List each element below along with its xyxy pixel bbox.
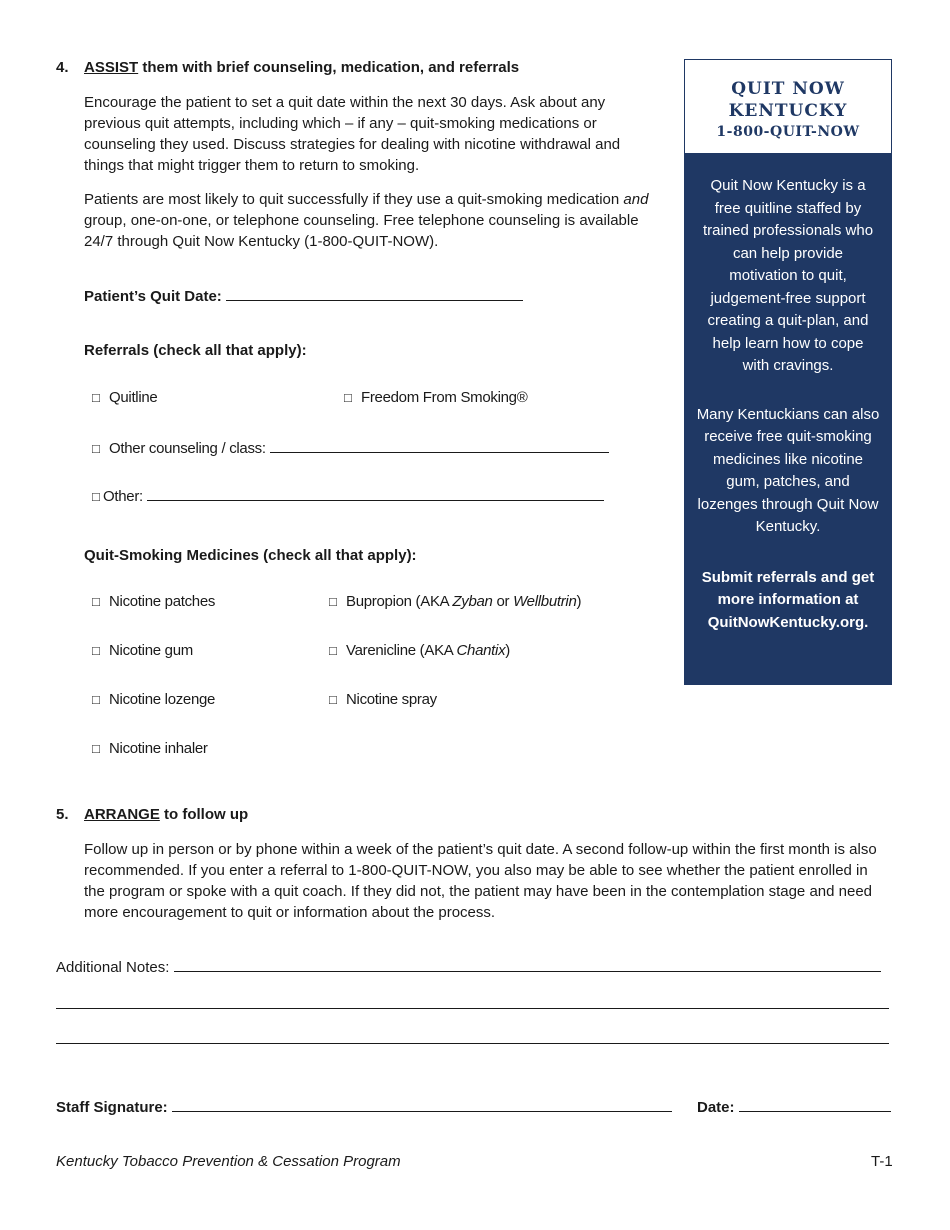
- staff-signature-field[interactable]: [172, 1097, 672, 1112]
- referral-other[interactable]: [92, 486, 604, 505]
- medicine-lozenge-label: Nicotine lozenge: [109, 691, 216, 708]
- medicine-spray[interactable]: [329, 691, 437, 708]
- medicine-patches[interactable]: [92, 593, 215, 610]
- date-row: [697, 1097, 891, 1118]
- section-4-paragraph-1: Encourage the patient to set a quit date within the next 30 days. Ask about any previous quit attempts, including which – if any – quit-smoking medications or counseling they used. Discuss strategies for dealing with nicotine withdrawal and things that might trigger them to return to smoking.: [84, 94, 621, 174]
- additional-notes-line-1[interactable]: [174, 957, 881, 972]
- additional-notes-line-2[interactable]: [56, 1008, 889, 1009]
- medicine-spray-label: Nicotine spray: [346, 691, 437, 708]
- referral-other-label: Other:: [103, 488, 143, 505]
- date-label: Date:: [697, 1099, 735, 1116]
- section-5-heading: [84, 804, 248, 825]
- sidebar-paragraph-2: Many Kentuckians can also receive free quit-smoking medicines like nicotine gum, patches, and lozenges through Quit Now Kentucky.: [696, 405, 880, 535]
- section-4-keyword: ASSIST: [84, 59, 139, 76]
- checkbox-icon[interactable]: □: [344, 390, 352, 405]
- section-5-heading-text: to follow up: [159, 806, 249, 823]
- section-4-paragraph-2: [84, 189, 664, 252]
- medicine-gum-label: Nicotine gum: [109, 642, 193, 659]
- additional-notes-label: Additional Notes:: [56, 959, 170, 976]
- additional-notes-row: [56, 957, 881, 978]
- section-4-heading-text: them with brief counseling, medication, and referrals: [138, 59, 520, 76]
- other-counseling-field[interactable]: [270, 438, 609, 453]
- section-5-keyword: ARRANGE: [84, 806, 160, 823]
- section-4-number: 4.: [56, 59, 69, 76]
- section-4-heading: [84, 57, 519, 78]
- bupropion-close: ): [576, 593, 582, 610]
- checkbox-icon[interactable]: □: [92, 741, 100, 756]
- quit-now-kentucky-sidebar: [684, 59, 892, 685]
- medicine-bupropion[interactable]: [329, 593, 581, 610]
- sidebar-header: [685, 60, 891, 153]
- checkbox-icon[interactable]: □: [92, 594, 100, 609]
- quit-date-field[interactable]: [226, 286, 523, 301]
- sidebar-title-line-2: KENTUCKY: [728, 101, 848, 121]
- other-referral-field[interactable]: [147, 486, 604, 501]
- checkbox-icon[interactable]: □: [92, 643, 100, 658]
- varenicline-chantix: Chantix: [456, 642, 506, 659]
- referral-quitline-label: Quitline: [109, 389, 158, 406]
- medicine-inhaler-label: Nicotine inhaler: [109, 740, 208, 757]
- medicine-gum[interactable]: [92, 642, 193, 659]
- medicine-inhaler[interactable]: [92, 740, 208, 757]
- medicine-varenicline[interactable]: [329, 642, 510, 659]
- referral-other-counseling-label: Other counseling / class:: [109, 440, 266, 457]
- checkbox-icon[interactable]: □: [92, 390, 100, 405]
- checkbox-icon[interactable]: □: [329, 594, 337, 609]
- sidebar-paragraph-3: Submit referrals and get more information at QuitNowKentucky.org.: [701, 568, 875, 631]
- medicine-lozenge[interactable]: [92, 691, 215, 708]
- referral-freedom-label: Freedom From Smoking®: [361, 389, 528, 406]
- para2-text-b: group, one-on-one, or telephone counseling. Free telephone counseling is available 24/7 through Quit Now Kentucky (1-800-QUIT-NOW).: [84, 212, 639, 250]
- bupropion-label: Bupropion (AKA: [346, 593, 453, 610]
- checkbox-icon[interactable]: □: [92, 441, 100, 456]
- checkbox-icon[interactable]: □: [329, 692, 337, 707]
- quit-date-label: Patient’s Quit Date:: [84, 288, 222, 305]
- footer-program: Kentucky Tobacco Prevention & Cessation Program: [56, 1153, 401, 1170]
- medicines-heading: Quit-Smoking Medicines (check all that apply):: [84, 547, 417, 564]
- date-field[interactable]: [739, 1097, 891, 1112]
- varenicline-label: Varenicline (AKA: [346, 642, 457, 659]
- checkbox-icon[interactable]: □: [92, 692, 100, 707]
- para2-text-a: Patients are most likely to quit successfully if they use a quit-smoking medication: [84, 191, 624, 208]
- sidebar-paragraph-1: Quit Now Kentucky is a free quitline staffed by trained professionals who can help provide motivation to quit, judgement-free support creating a quit-plan, and help learn how to cope with cravings.: [702, 177, 874, 374]
- quit-date-row: [84, 286, 523, 307]
- checkbox-icon[interactable]: □: [92, 489, 100, 504]
- section-5-paragraph: Follow up in person or by phone within a week of the patient’s quit date. A second follow-up within the first month is also recommended. If you enter a referral to 1-800-QUIT-NOW, you also may be able to see whether the patient enrolled in the program or spoke with a quit coach. If they did not, the patient may have been in the contemplation stage and need more encouragement to quit or information about the process.: [84, 841, 877, 921]
- para2-emphasis: and: [623, 191, 649, 208]
- checkbox-icon[interactable]: □: [329, 643, 337, 658]
- bupropion-zyban: Zyban: [452, 593, 493, 610]
- varenicline-close: ): [505, 642, 510, 659]
- medicine-patches-label: Nicotine patches: [109, 593, 216, 610]
- bupropion-wellbutrin: Wellbutrin: [513, 593, 577, 610]
- staff-signature-row: [56, 1097, 672, 1118]
- additional-notes-line-3[interactable]: [56, 1043, 889, 1044]
- section-5-number: 5.: [56, 806, 69, 823]
- referral-quitline[interactable]: [92, 389, 157, 406]
- page-number: T-1: [871, 1153, 893, 1170]
- referrals-heading: Referrals (check all that apply):: [84, 342, 307, 359]
- staff-signature-label: Staff Signature:: [56, 1099, 168, 1116]
- sidebar-phone: 1-800-QUIT-NOW: [716, 124, 860, 140]
- referral-other-counseling[interactable]: [92, 438, 609, 457]
- referral-freedom-from-smoking[interactable]: [344, 389, 527, 406]
- bupropion-or: or: [492, 593, 514, 610]
- sidebar-title-line-1: QUIT NOW: [731, 79, 845, 99]
